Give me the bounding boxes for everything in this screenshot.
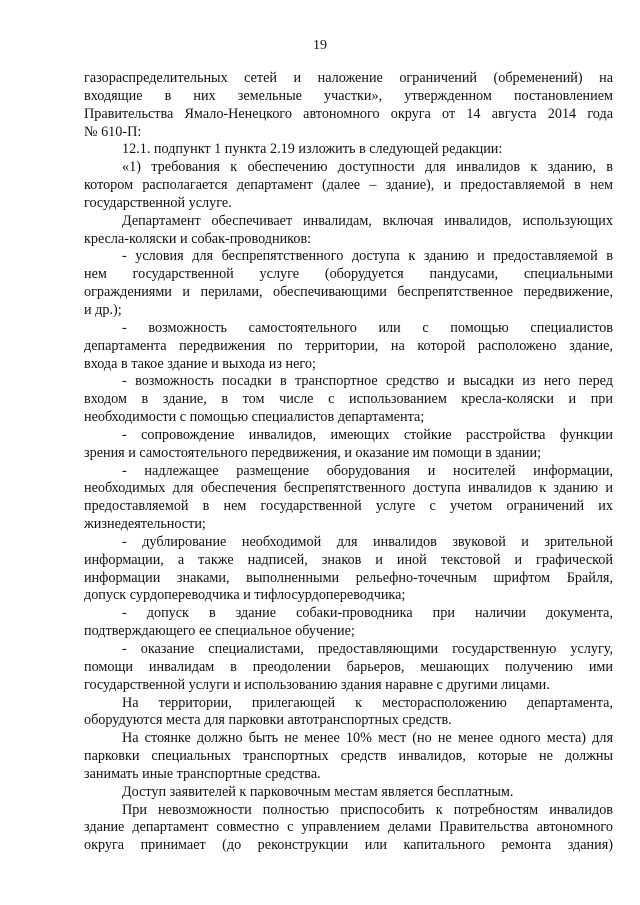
paragraph-line: предоставляемой в нем государственной услуге с учетом ограничений их <box>84 498 613 515</box>
paragraph-line: - оказание специалистами, предоставляющими государственную услугу, <box>122 641 613 657</box>
paragraph-line: № 610-П: <box>84 123 142 140</box>
paragraph-line: - сопровождение инвалидов, имеющих стойкие расстройства функции <box>122 426 613 443</box>
paragraph-line: необходимых для обеспечения беспрепятственного доступа инвалидов к зданию и <box>84 480 613 497</box>
paragraph-line: - условия для беспрепятственного доступа к зданию и предоставляемой в <box>122 248 613 265</box>
paragraph-line: - надлежащее размещение оборудования и носителей информации, <box>122 462 613 479</box>
paragraph-line: парковки специальных транспортных средств инвалидов, которые не должны <box>84 748 613 765</box>
paragraph-line: кресла-коляски и собак-проводников: <box>84 230 312 247</box>
paragraph <box>84 641 613 695</box>
paragraph-line: На территории, прилегающей к месторасположению департамента, <box>122 694 613 711</box>
paragraph <box>84 213 613 249</box>
paragraph <box>84 784 613 802</box>
paragraph-line: зрения и самостоятельного передвижения, и оказание им помощи в здании; <box>84 444 542 461</box>
paragraph-line: входящие в них земельные участки», утвержденном постановлением <box>84 87 613 104</box>
paragraph-line: округа принимает (до реконструкции или капитального ремонта здания) <box>84 837 613 854</box>
paragraph-line: допуск сурдопереводчика и тифлосурдопереводчика; <box>84 587 406 604</box>
paragraph-line: Правительства Ямало-Ненецкого автономного округа от 14 августа 2014 года <box>84 105 613 122</box>
paragraph-line: 12.1. подпункт 1 пункта 2.19 изложить в следующей редакции: <box>122 141 503 158</box>
paragraph-line: При невозможности полностью приспособить к потребностям инвалидов <box>122 801 613 818</box>
paragraph-line: необходимости с помощью специалистов департамента; <box>84 409 425 426</box>
paragraph-line: Доступ заявителей к парковочным местам является бесплатным. <box>122 783 514 800</box>
paragraph <box>84 320 613 374</box>
paragraph-line: информации знаками, выполненными рельефно-точечным шрифтом Брайля, <box>84 569 613 586</box>
paragraph-line: подтверждающего ее специальное обучение; <box>84 623 355 640</box>
paragraph-line: Департамент обеспечивает инвалидам, включая инвалидов, использующих <box>122 212 613 229</box>
paragraph <box>84 695 613 731</box>
paragraph-line: газораспределительных сетей и наложение ограничений (обременений) на <box>84 70 613 86</box>
paragraph-line: информации, а также надписей, знаков и иной текстовой и графической <box>84 551 613 568</box>
paragraph <box>84 141 613 159</box>
paragraph-line: департамента передвижения по территории, на которой расположено здание, <box>84 337 613 354</box>
paragraph-line: государственной услуги и использованию здания наравне с другими лицами. <box>84 676 550 693</box>
paragraph-line: нем государственной услуге (оборудуется пандусами, специальными <box>84 266 613 283</box>
paragraph <box>84 730 613 784</box>
paragraph-line: государственной услуге. <box>84 194 232 211</box>
paragraph-line: - допуск в здание собаки-проводника при наличии документа, <box>122 605 613 622</box>
paragraph-line: - дублирование необходимой для инвалидов звуковой и зрительной <box>122 533 613 550</box>
paragraph <box>84 463 613 534</box>
paragraph <box>84 802 613 856</box>
paragraph-line: здание департамент совместно с управлением делами Правительства автономного <box>84 819 613 836</box>
paragraph-line: и др.); <box>84 301 122 318</box>
paragraph <box>84 534 613 605</box>
paragraph-line: - возможность посадки в транспортное средство и высадки из него перед <box>122 373 613 390</box>
paragraph-line: жизнедеятельности; <box>84 516 206 533</box>
paragraph-line: - возможность самостоятельного или с помощью специалистов <box>122 319 613 336</box>
paragraph <box>84 605 613 641</box>
paragraph <box>84 373 613 427</box>
document-body <box>84 70 613 855</box>
paragraph <box>84 70 613 141</box>
paragraph <box>84 427 613 463</box>
paragraph-line: На стоянке должно быть не менее 10% мест (но не менее одного места) для <box>122 730 613 747</box>
page-number: 19 <box>313 38 327 53</box>
paragraph-line: занимать иные транспортные средства. <box>84 765 321 782</box>
paragraph-line: помощи инвалидам в преодолении барьеров, мешающих получению ими <box>84 658 613 675</box>
paragraph-line: оборудуются места для парковки автотранспортных средств. <box>84 712 452 729</box>
paragraph-line: «1) требования к обеспечению доступности для инвалидов к зданию, в <box>122 159 613 176</box>
paragraph <box>84 248 613 319</box>
paragraph-line: котором располагается департамент (далее – здание), и предоставляемой в нем <box>84 177 613 194</box>
paragraph-line: входом в здание, в том числе с использованием кресла-коляски и при <box>84 391 613 408</box>
paragraph <box>84 159 613 213</box>
paragraph-line: ограждениями и перилами, обеспечивающими беспрепятственное передвижение, <box>84 284 613 301</box>
paragraph-line: входа в такое здание и выхода из него; <box>84 355 316 372</box>
